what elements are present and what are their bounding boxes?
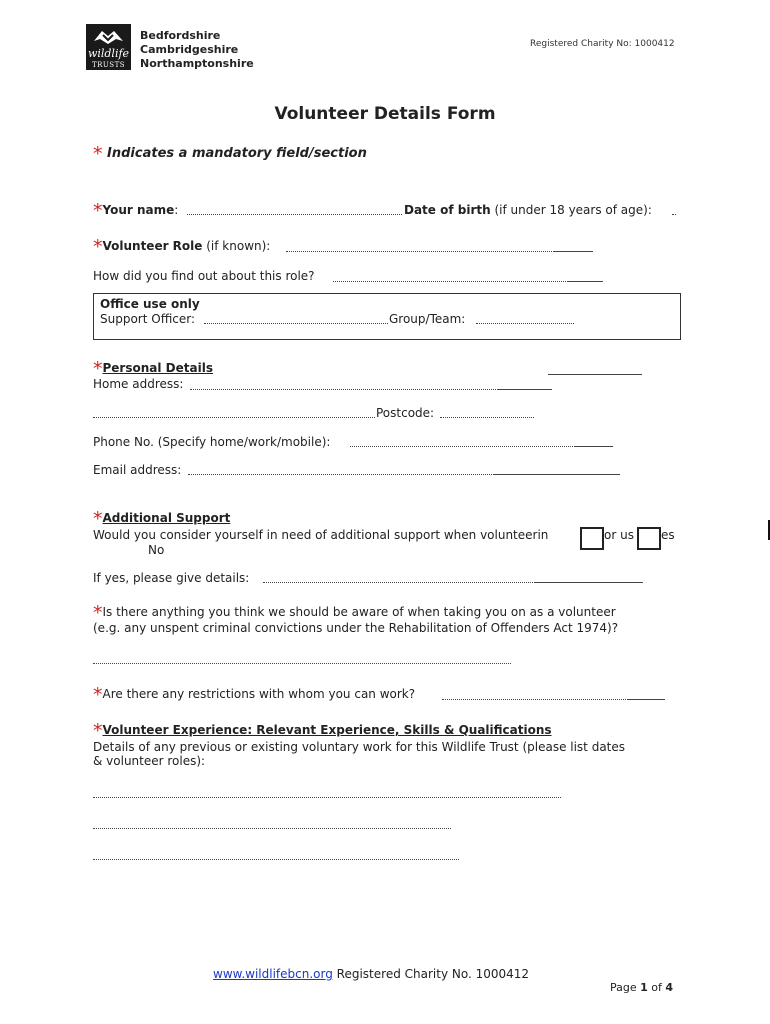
support-question: Would you consider yourself in need of additional support when volunteerin bbox=[93, 528, 549, 542]
aware-answer-line[interactable] bbox=[93, 663, 511, 664]
support-details-label: If yes, please give details: bbox=[93, 571, 250, 585]
phone-line[interactable] bbox=[575, 446, 613, 447]
experience-title: Volunteer Experience: Relevant Experience, Skills & Qualifications bbox=[102, 723, 552, 737]
additional-support-title: Additional Support bbox=[102, 511, 231, 525]
home-address-label: Home address: bbox=[93, 377, 184, 391]
support-details-dotted[interactable] bbox=[263, 582, 535, 583]
restrictions-dotted[interactable] bbox=[442, 699, 628, 700]
role-label: Volunteer Role bbox=[102, 239, 203, 253]
home-address-line[interactable] bbox=[498, 389, 552, 390]
how-found-input-dotted[interactable] bbox=[333, 281, 568, 282]
support-no-checkbox[interactable] bbox=[637, 527, 661, 550]
support-yes-checkbox[interactable] bbox=[580, 527, 604, 550]
experience-answer-line-1[interactable] bbox=[93, 797, 561, 798]
experience-answer-line-3[interactable] bbox=[93, 859, 459, 860]
role-input-dotted[interactable] bbox=[286, 251, 554, 252]
support-officer-line[interactable] bbox=[204, 323, 388, 324]
group-team-line[interactable] bbox=[476, 323, 574, 324]
experience-desc-2: & volunteer roles): bbox=[93, 754, 206, 768]
website-link[interactable]: www.wildlifebcn.org bbox=[213, 967, 333, 981]
footer-charity: Registered Charity No. 1000412 bbox=[332, 967, 530, 981]
page-prefix: Page bbox=[610, 981, 641, 994]
phone-dotted[interactable] bbox=[350, 446, 575, 447]
name-label: Your name bbox=[102, 203, 175, 217]
support-no-label: No bbox=[148, 543, 165, 557]
personal-extra-line bbox=[548, 374, 642, 375]
role-input-line[interactable] bbox=[554, 251, 593, 252]
required-star: * bbox=[93, 200, 103, 222]
role-note: (if known): bbox=[202, 239, 271, 253]
postcode-line[interactable] bbox=[440, 417, 534, 418]
name-row bbox=[93, 200, 179, 222]
page-total: 4 bbox=[665, 981, 674, 994]
required-star: * bbox=[93, 508, 103, 530]
name-input-line[interactable] bbox=[187, 214, 402, 215]
org-line-2: Cambridgeshire bbox=[140, 43, 239, 56]
restrictions-line[interactable] bbox=[628, 699, 665, 700]
restrictions-label: Are there any restrictions with whom you can work? bbox=[102, 687, 416, 701]
footer bbox=[213, 967, 529, 982]
org-line-3: Northamptonshire bbox=[140, 57, 254, 70]
logo-word-trusts: TRUSTS bbox=[91, 61, 126, 69]
page-title: Volunteer Details Form bbox=[274, 104, 496, 124]
email-dotted[interactable] bbox=[188, 474, 494, 475]
org-line-1: Bedfordshire bbox=[140, 29, 221, 42]
badger-icon bbox=[92, 27, 125, 47]
aware-text-1: Is there anything you think we should be aware of when taking you on as a volunteer bbox=[102, 605, 616, 619]
office-use-title: Office use only bbox=[100, 297, 200, 311]
personal-details-title: Personal Details bbox=[102, 361, 213, 375]
support-officer-label: Support Officer: bbox=[100, 312, 196, 326]
how-found-input-line[interactable] bbox=[568, 281, 603, 282]
support-details-line[interactable] bbox=[535, 582, 643, 583]
postcode-label: Postcode: bbox=[376, 406, 435, 420]
support-question-end: es bbox=[661, 528, 675, 542]
aware-question-line1 bbox=[93, 602, 616, 624]
aware-question-line2: (e.g. any unspent criminal convictions under the Rehabilitation of Offenders Act 1974)? bbox=[93, 621, 619, 635]
group-team-label: Group/Team: bbox=[389, 312, 466, 326]
email-line[interactable] bbox=[494, 474, 620, 475]
mandatory-note-text: Indicates a mandatory field/section bbox=[107, 146, 367, 161]
phone-label: Phone No. (Specify home/work/mobile): bbox=[93, 435, 331, 449]
home-address-dotted[interactable] bbox=[190, 389, 498, 390]
required-star: * bbox=[93, 684, 103, 706]
support-question-mid: or us bbox=[604, 528, 634, 542]
required-star: * bbox=[93, 358, 103, 380]
dob-label: Date of birth bbox=[404, 203, 491, 217]
role-row bbox=[93, 236, 271, 258]
mandatory-note bbox=[93, 143, 367, 165]
how-found-label: How did you find out about this role? bbox=[93, 269, 315, 283]
dob-row bbox=[404, 203, 652, 218]
experience-heading bbox=[93, 720, 552, 742]
personal-details-heading bbox=[93, 358, 213, 380]
email-label: Email address: bbox=[93, 463, 182, 477]
wildlife-trusts-logo bbox=[86, 24, 131, 70]
dob-input-line[interactable] bbox=[672, 214, 676, 215]
page-number: 1 bbox=[640, 981, 648, 994]
mandatory-star: * bbox=[93, 143, 103, 165]
logo-word-wildlife: wildlife bbox=[87, 47, 130, 60]
restrictions-row bbox=[93, 684, 416, 706]
address-line-2[interactable] bbox=[93, 417, 375, 418]
page-indicator bbox=[610, 980, 673, 995]
registered-charity-number: Registered Charity No: 1000412 bbox=[530, 39, 675, 49]
dob-note: (if under 18 years of age): bbox=[490, 203, 652, 217]
experience-desc-1: Details of any previous or existing voluntary work for this Wildlife Trust (please list dates bbox=[93, 740, 626, 754]
page-of: of bbox=[647, 981, 666, 994]
additional-support-heading bbox=[93, 508, 231, 530]
name-colon: : bbox=[174, 203, 179, 217]
experience-answer-line-2[interactable] bbox=[93, 828, 451, 829]
required-star: * bbox=[93, 236, 103, 258]
required-star: * bbox=[93, 720, 103, 742]
required-star: * bbox=[93, 602, 103, 624]
